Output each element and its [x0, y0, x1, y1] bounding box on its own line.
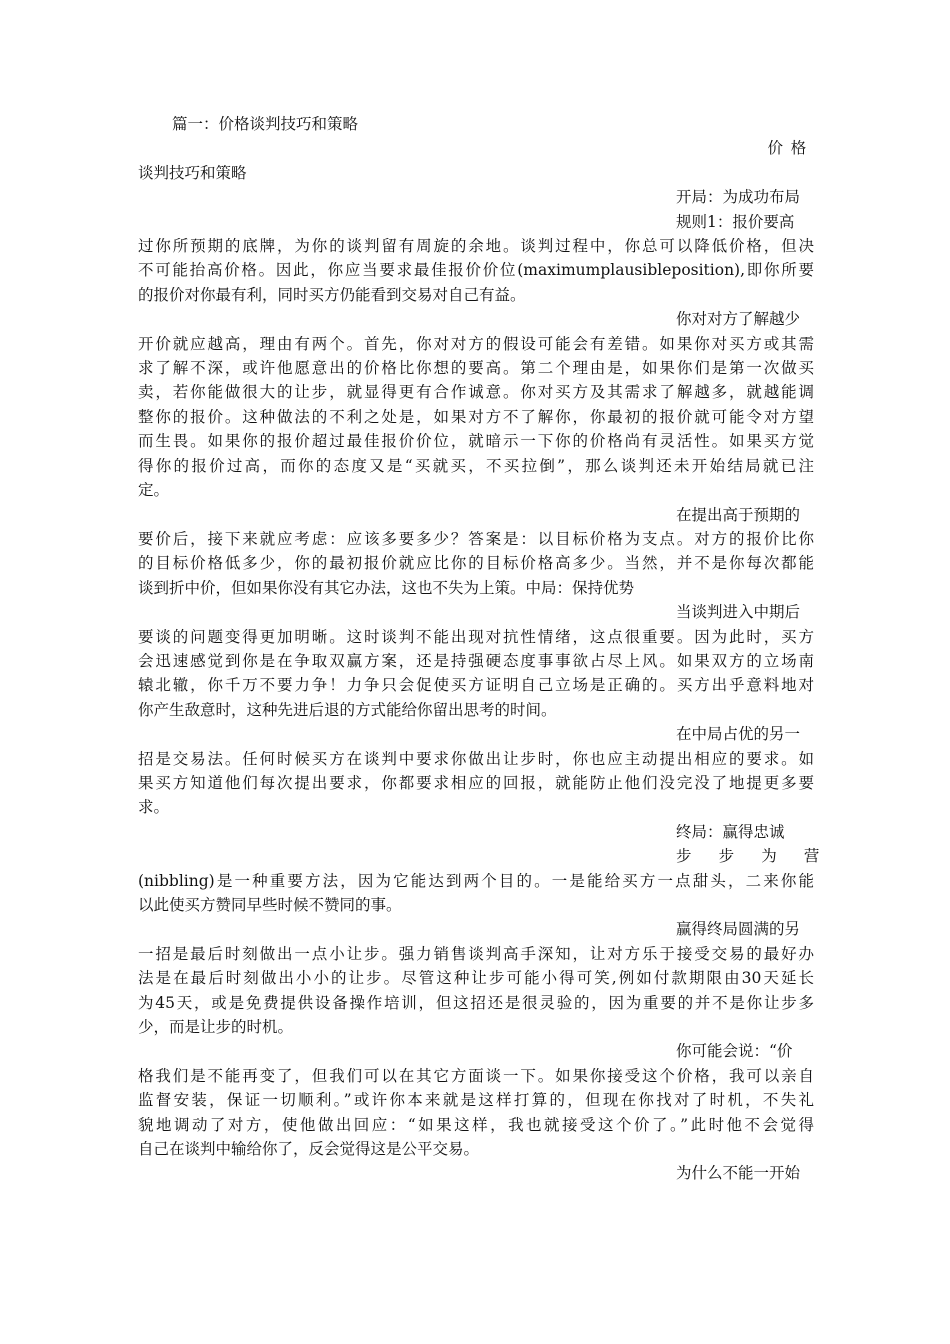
paragraph-line: 为45天，或是免费提供设备操作培训，但这招还是很灵验的，因为重要的并不是你让步多: [138, 993, 814, 1012]
paragraph-line: 要价后，接下来就应考虑：应该多要多少？答案是：以目标价格为支点。对方的报价比你: [138, 529, 814, 548]
paragraph-line: 得你的报价过高，而你的态度又是“买就买，不买拉倒”，那么谈判还未开始结局就已注: [138, 456, 814, 475]
document-title: 篇一：价格谈判技巧和策略: [172, 115, 359, 133]
paragraph-line: 你产生敌意时，这种先进后退的方式能给你留出思考的时间。: [138, 700, 557, 719]
paragraph-line: 不可能抬高价格。因此，你应当要求最佳报价价位(maximumplausibleposition),即你所要: [138, 261, 814, 280]
paragraph-line: 会迅速感觉到你是在争取双赢方案，还是持强硬态度事事欲占尽上风。如果双方的立场南: [138, 651, 814, 670]
paragraph-head: 你可能会说：“价: [676, 1042, 793, 1061]
paragraph-line: 的目标价格低多少，你的最初报价就应比你的目标价格高多少。当然，并不是你每次都能: [138, 554, 814, 573]
paragraph-line: 而生畏。如果你的报价超过最佳报价价位，就暗示一下你的价格尚有灵活性。如果买方觉: [138, 432, 814, 451]
paragraph-line: 招是交易法。任何时候买方在谈判中要求你做出让步时，你也应主动提出相应的要求。如: [138, 749, 814, 768]
paragraph-line: 求了解不深，或许他愿意出的价格比你想的要高。第二个理由是，如果你们是第一次做买: [138, 359, 814, 378]
paragraph-head: 在中局占优的另一: [676, 725, 801, 744]
paragraph-line: 过你所预期的底牌，为你的谈判留有周旋的余地。谈判过程中，你总可以降低价格，但决: [138, 237, 814, 256]
heading-price: [138, 136, 814, 160]
section-opening: 开局：为成功布局: [676, 188, 801, 207]
heading-price-text: 价格: [767, 139, 814, 158]
paragraph-head: 当谈判进入中期后: [676, 603, 801, 622]
paragraph-head: 赢得终局圆满的另: [676, 920, 801, 939]
paragraph-line: 格我们是不能再变了，但我们可以在其它方面谈一下。如果你接受这个价格，我可以亲自: [138, 1066, 814, 1085]
section-ending: 终局：赢得忠诚: [676, 822, 785, 841]
paragraph-line: 自己在谈判中输给你了，反会觉得这是公平交易。: [138, 1140, 480, 1159]
paragraph-line: 卖，若你能做很大的让步，就显得更有合作诚意。你对买方及其需求了解越多，就越能调: [138, 383, 814, 402]
paragraph-line: 定。: [138, 481, 170, 500]
rule1-heading: 规则1：报价要高: [676, 212, 795, 231]
paragraph-head: 为什么不能一开始: [676, 1164, 801, 1183]
paragraph-line: 以此使买方赞同早些时候不赞同的事。: [138, 896, 402, 914]
paragraph-line: 一招是最后时刻做出一点小让步。强力销售谈判高手深知，让对方乐于接受交易的最好办: [138, 944, 814, 963]
paragraph-line: 要谈的问题变得更加明晰。这时谈判不能出现对抗性情绪，这点很重要。因为此时，买方: [138, 627, 814, 646]
paragraph-line: 的报价对你最有利，同时买方仍能看到交易对自己有益。: [138, 285, 526, 304]
paragraph-head: 你对对方了解越少: [676, 310, 801, 329]
paragraph-line: 谈到折中价，但如果你没有其它办法，这也不失为上策。中局：保持优势: [138, 578, 635, 597]
paragraph-line: 果买方知道他们每次提出要求，你都要求相应的回报，就能防止他们没完没了地提更多要: [138, 773, 814, 792]
paragraph-line: 监督安装，保证一切顺利。”或许你本来就是这样打算的，但现在你找对了时机，不失礼: [138, 1091, 814, 1110]
paragraph-line: 法是在最后时刻做出小小的让步。尽管这种让步可能小得可笑,例如付款期限由30天延长: [138, 969, 814, 988]
paragraph-line: 整你的报价。这种做法的不利之处是，如果对方不了解你，你最初的报价就可能令对方望: [138, 407, 814, 426]
document-body: [138, 112, 847, 1186]
paragraph-line: 辕北辙，你千万不要力争！力争只会促使买方证明自己立场是正确的。买方出乎意料地对: [138, 676, 814, 695]
paragraph-line: (nibbling)是一种重要方法，因为它能达到两个目的。一是能给买方一点甜头，二来你能: [138, 871, 814, 890]
paragraph-head: 在提出高于预期的: [676, 505, 801, 524]
paragraph-line: 貌地调动了对方，使他做出回应：“如果这样，我也就接受这个价了。”此时他不会觉得: [138, 1115, 814, 1134]
paragraph-head: 步步为营: [676, 847, 847, 866]
heading-subtitle: 谈判技巧和策略: [138, 163, 247, 182]
paragraph-line: 求。: [138, 798, 170, 817]
paragraph-line: 开价就应越高，理由有两个。首先，你对对方的假设可能会有差错。如果你对买方或其需: [138, 334, 814, 353]
paragraph-line: 少，而是让步的时机。: [138, 1018, 294, 1037]
